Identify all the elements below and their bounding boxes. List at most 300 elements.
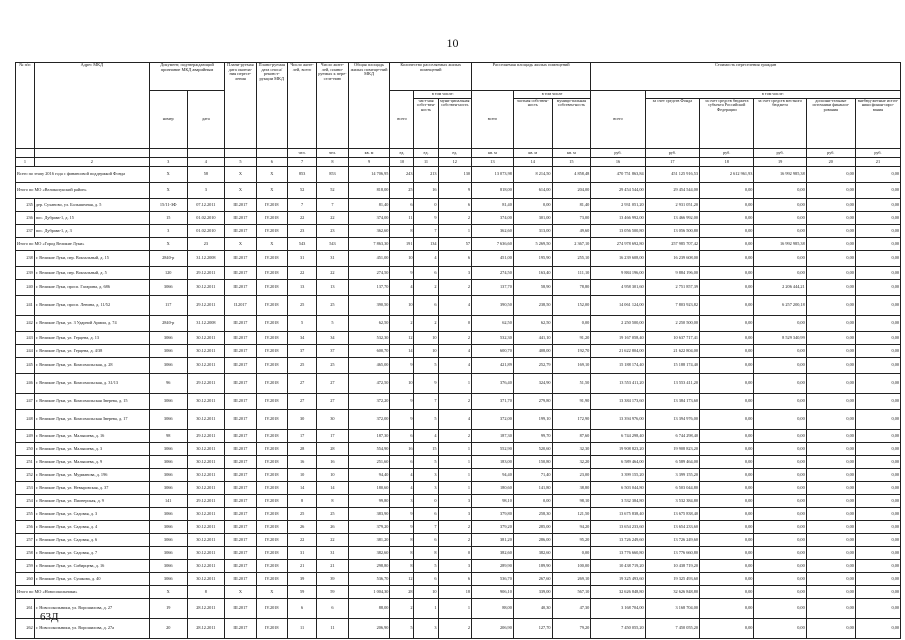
table-cell: 11	[390, 212, 414, 225]
table-cell: 3	[438, 495, 472, 508]
table-cell: 137,70	[472, 280, 514, 296]
table-cell: IV.2018	[256, 430, 287, 443]
table-cell: 8	[287, 495, 316, 508]
column-number-cell: 14	[513, 158, 552, 167]
table-cell: 0,00	[754, 482, 806, 495]
table-cell: 16 239 608,00	[645, 251, 699, 267]
table-cell: III.2017	[225, 410, 256, 430]
table-cell: 0,00	[700, 573, 754, 586]
header-cell: дополни-тельные источники финанси-рования	[806, 99, 855, 149]
table-cell: 374,00	[472, 212, 514, 225]
table-cell: 0,00	[754, 212, 806, 225]
table-cell: 1 004,30	[348, 586, 390, 599]
table-row	[16, 573, 901, 586]
table-cell: 0,00	[754, 534, 806, 547]
table-cell: 0,00	[806, 358, 855, 374]
header-cell: Адрес МКД	[34, 63, 149, 149]
table-row	[16, 199, 901, 212]
table-cell: 13 776 660,80	[591, 547, 645, 560]
table-cell: 0,00	[806, 332, 855, 345]
header-cell: Расселяемая площадь жилых помещений	[472, 63, 591, 91]
table-cell: 32 626 848,80	[591, 586, 645, 599]
header-cell: всего	[472, 91, 514, 149]
column-number-cell: 16	[591, 158, 645, 167]
row-number-cell: 238	[16, 251, 35, 267]
table-cell: 6	[438, 251, 472, 267]
table-cell: 0,00	[806, 521, 855, 534]
table-cell: 01.02.2010	[187, 212, 225, 225]
table-cell: 28	[317, 443, 348, 456]
table-cell: 6	[317, 599, 348, 619]
table-cell: 0,00	[700, 469, 754, 482]
header-cell: всего	[591, 91, 645, 149]
table-cell: 853	[317, 167, 348, 183]
table-cell: 22	[317, 534, 348, 547]
table-cell: 4	[438, 345, 472, 358]
table-cell: 206,90	[472, 619, 514, 639]
table-cell: 3	[438, 560, 472, 573]
table-cell: 73,00	[552, 212, 591, 225]
table-cell: 30	[317, 410, 348, 430]
address-cell: г. Великие Луки, ул. Садовая, д. 3	[34, 508, 149, 521]
table-cell: 451 125 916,53	[645, 167, 699, 183]
table-cell: 2	[438, 332, 472, 345]
table-cell: 536,70	[472, 573, 514, 586]
row-number-cell: 236	[16, 212, 35, 225]
table-cell: 25	[317, 508, 348, 521]
table-cell: 6 503 044,80	[591, 482, 645, 495]
table-cell: 379,20	[472, 521, 514, 534]
table-cell: 29 454 544,00	[645, 183, 699, 199]
table-cell: 30.12.2011	[187, 482, 225, 495]
table-cell: 451,00	[472, 251, 514, 267]
table-cell: 2	[438, 521, 472, 534]
table-cell: III.2017	[225, 199, 256, 212]
table-cell: 13 466 992,00	[591, 212, 645, 225]
table-row	[16, 296, 901, 316]
table-cell: 0,00	[855, 374, 900, 394]
table-cell: 470 751 863,84	[591, 167, 645, 183]
row-number-cell: 259	[16, 560, 35, 573]
table-cell: 141	[149, 495, 187, 508]
table-cell: 187,30	[348, 430, 390, 443]
row-number-cell: 255	[16, 508, 35, 521]
column-number-row	[16, 158, 901, 167]
table-cell: 3	[414, 469, 438, 482]
table-cell: 30.12.2011	[187, 456, 225, 469]
table-cell: III.2017	[225, 358, 256, 374]
table-cell: 3066	[149, 521, 187, 534]
table-cell: 286,00	[513, 534, 552, 547]
table-cell: 13 726 249,60	[591, 534, 645, 547]
table-cell: 12	[390, 332, 414, 345]
table-cell: 127,70	[513, 619, 552, 639]
table-cell: 8	[390, 560, 414, 573]
table-cell: 2	[390, 316, 414, 332]
table-cell: 28	[390, 586, 414, 599]
table-cell: 100,00	[552, 560, 591, 573]
table-cell: 21	[287, 560, 316, 573]
table-cell: 257 985 707,42	[645, 238, 699, 251]
column-number-cell: 4	[187, 158, 225, 167]
subtotal-row	[16, 586, 901, 599]
address-cell: г. Новосокольники, ул. Ворошилова, д. 27а	[34, 619, 149, 639]
table-cell: 26	[287, 521, 316, 534]
row-number-cell: 244	[16, 345, 35, 358]
table-row	[16, 280, 901, 296]
row-number-cell: 246	[16, 374, 35, 394]
table-cell: 0,00	[806, 599, 855, 619]
table-cell: 6	[390, 199, 414, 212]
table-cell: 0,00	[806, 508, 855, 521]
table-row	[16, 534, 901, 547]
table-cell: 9	[390, 394, 414, 410]
table-cell: X	[225, 586, 256, 599]
column-number-cell: 1	[16, 158, 35, 167]
table-cell: 28.12.2011	[187, 599, 225, 619]
table-cell: 0,00	[552, 316, 591, 332]
table-cell: IV.2018	[256, 482, 287, 495]
table-cell: 0,00	[806, 573, 855, 586]
table-cell: 6	[414, 267, 438, 280]
table-cell: 536,70	[348, 573, 390, 586]
table-cell: 6	[287, 599, 316, 619]
address-cell: г. Великие Луки, ул. Герцена, д. 13	[34, 332, 149, 345]
table-cell: 252,79	[513, 358, 552, 374]
table-cell: 243	[390, 167, 414, 183]
table-cell: 3 168 704,00	[645, 599, 699, 619]
table-cell: 30.12.2011	[187, 358, 225, 374]
table-row	[16, 332, 901, 345]
table-row	[16, 358, 901, 374]
table-cell: 379,80	[472, 508, 514, 521]
address-cell: г. Великие Луки, ул. Пионерская, д. 9	[34, 495, 149, 508]
table-cell: 0	[414, 199, 438, 212]
unit-cell: кв. м	[552, 149, 591, 158]
address-cell: пос. Дубрава-1, д. 15	[34, 212, 149, 225]
table-cell: 10	[390, 374, 414, 394]
table-cell: 267,60	[513, 573, 552, 586]
table-cell: 13 776 660,80	[645, 547, 699, 560]
column-number-cell: 20	[806, 158, 855, 167]
table-cell: 0,00	[700, 619, 754, 639]
table-cell: 13 394 976,00	[591, 410, 645, 430]
column-number-cell: 19	[754, 158, 806, 167]
table-cell: 169,10	[552, 358, 591, 374]
table-cell: 614,00	[513, 183, 552, 199]
table-cell: 0,00	[806, 280, 855, 296]
table-cell: 2840-р	[149, 251, 187, 267]
table-cell: 94,40	[348, 469, 390, 482]
table-cell: 3066	[149, 482, 187, 495]
header-cell: Стоимость переселения граждан	[591, 63, 901, 91]
table-cell: 31	[287, 547, 316, 560]
table-cell: 96	[149, 374, 187, 394]
column-number-cell: 13	[472, 158, 514, 167]
table-cell: 3066	[149, 410, 187, 430]
table-cell: 30.12.2011	[187, 573, 225, 586]
table-cell: 13 654 233,60	[591, 521, 645, 534]
table-cell: 5	[317, 316, 348, 332]
table-cell: 0,00	[855, 358, 900, 374]
table-cell: IV.2018	[256, 599, 287, 619]
table-cell: 3066	[149, 358, 187, 374]
table-cell: 38,80	[552, 482, 591, 495]
table-cell: 13 553 411,20	[645, 374, 699, 394]
table-cell: 0,00	[700, 410, 754, 430]
table-cell: 255,10	[552, 251, 591, 267]
table-cell: 0,00	[806, 469, 855, 482]
table-cell: 906,10	[472, 586, 514, 599]
table-cell: 0,00	[700, 495, 754, 508]
table-cell: 14	[390, 345, 414, 358]
table-cell: 52	[287, 183, 316, 199]
table-cell: 2 751 857,39	[645, 280, 699, 296]
table-cell: 6 257 200,18	[754, 296, 806, 316]
table-cell: 376,40	[472, 374, 514, 394]
table-cell: 27	[287, 394, 316, 410]
table-cell: 279,80	[513, 394, 552, 410]
column-number-cell: 2	[34, 158, 149, 167]
table-cell: 23	[317, 225, 348, 238]
header-cell: частная собствен-ность	[513, 99, 552, 149]
header-cell: част-ная собст-вен-ность	[414, 99, 438, 149]
row-number-cell: 243	[16, 332, 35, 345]
table-cell: III.2017	[225, 534, 256, 547]
table-cell: 0,00	[806, 251, 855, 267]
table-cell: 14 706,95	[348, 167, 390, 183]
table-cell: 16 992 985,38	[754, 167, 806, 183]
table-cell: 23	[187, 238, 225, 251]
table-cell: 0,00	[855, 443, 900, 456]
table-cell: 22	[317, 212, 348, 225]
table-cell: 78,80	[552, 280, 591, 296]
table-cell: 6	[414, 573, 438, 586]
table-cell: 0,00	[700, 443, 754, 456]
table-cell: 7 450 055,20	[645, 619, 699, 639]
table-cell: 2 250 500,00	[591, 316, 645, 332]
table-cell: 99,70	[513, 430, 552, 443]
column-number-cell: 9	[348, 158, 390, 167]
table-row	[16, 394, 901, 410]
table-cell: 94,40	[472, 469, 514, 482]
table-cell: 0,00	[700, 547, 754, 560]
header-cell: Плани-руемая дата сноса/ реконст-рукции МКД	[256, 63, 287, 149]
table-cell: III.2017	[225, 560, 256, 573]
table-cell: 0,00	[700, 212, 754, 225]
table-cell: III.2017	[225, 267, 256, 280]
table-cell: 9	[438, 183, 472, 199]
table-cell: 0,00	[806, 443, 855, 456]
table-body	[16, 63, 901, 639]
table-cell: 26	[317, 521, 348, 534]
header-row	[16, 63, 901, 91]
table-cell: 0,00	[754, 521, 806, 534]
table-cell: IV.2018	[256, 267, 287, 280]
table-cell: 30.12.2011	[187, 345, 225, 358]
table-cell: III.2017	[225, 521, 256, 534]
table-row	[16, 508, 901, 521]
column-number-cell: 15	[552, 158, 591, 167]
table-row	[16, 316, 901, 332]
table-cell: III.2017	[225, 573, 256, 586]
table-cell: IV.2018	[256, 212, 287, 225]
table-cell: 289,90	[472, 560, 514, 573]
table-cell: 0,00	[806, 560, 855, 573]
header-cell: за счет средств местного бюджета	[754, 99, 806, 149]
table-cell: 117	[149, 296, 187, 316]
table-cell: 0,00	[513, 199, 552, 212]
table-cell: 6	[438, 573, 472, 586]
table-cell: 7	[414, 521, 438, 534]
table-cell: IV.2018	[256, 374, 287, 394]
table-cell: 0,00	[855, 267, 900, 280]
table-cell: 0,00	[855, 456, 900, 469]
table-cell: 10	[390, 251, 414, 267]
table-cell: 0,00	[700, 280, 754, 296]
unit-cell: ед.	[438, 149, 472, 158]
table-cell: 0,00	[855, 482, 900, 495]
address-cell: г. Великие Луки, ул. Садовая, д. 6	[34, 534, 149, 547]
table-row	[16, 469, 901, 482]
table-cell: 9	[390, 358, 414, 374]
table-cell: 6 744 298,40	[591, 430, 645, 443]
table-cell: 13 675 838,40	[645, 508, 699, 521]
table-cell: 0,00	[806, 394, 855, 410]
table-cell: 0,00	[754, 267, 806, 280]
table-cell: 0,00	[700, 599, 754, 619]
table-cell: 362,60	[472, 225, 514, 238]
table-cell: 3066	[149, 456, 187, 469]
table-cell: X	[149, 183, 187, 199]
table-cell: 7	[317, 199, 348, 212]
header-cell: Плани-руемая дата оконча-ния пересе-ления	[225, 63, 256, 149]
table-cell: 2	[438, 394, 472, 410]
table-cell: IV.2018	[256, 443, 287, 456]
unit-cell: руб.	[591, 149, 645, 158]
address-cell: г. Великие Луки, ул. Герцена, д. 4/38	[34, 345, 149, 358]
table-cell: 98,10	[552, 495, 591, 508]
table-cell: 2	[438, 619, 472, 639]
table-cell: 71,40	[513, 469, 552, 482]
table-cell: 451,00	[348, 251, 390, 267]
table-cell: 27	[287, 374, 316, 394]
table-cell: 6	[390, 430, 414, 443]
address-cell: г. Великие Луки, ул. Комсомольская Зверева, д. 15	[34, 394, 149, 410]
table-cell: 62,50	[472, 316, 514, 332]
table-cell: 34	[317, 332, 348, 345]
header-cell: муници-пальная собствен-ность	[552, 99, 591, 149]
address-cell: г. Великие Луки, ул. Комсомольская, д. 31/13	[34, 374, 149, 394]
row-number-cell: 253	[16, 482, 35, 495]
column-number-cell: 21	[855, 158, 900, 167]
table-cell: 25	[317, 358, 348, 374]
table-cell: 1	[438, 469, 472, 482]
table-cell: 2 206 444,21	[754, 280, 806, 296]
table-cell: 554,90	[348, 443, 390, 456]
table-cell: 10	[414, 332, 438, 345]
table-cell: 30.12.2011	[187, 560, 225, 573]
table-cell: 3 532 384,80	[645, 495, 699, 508]
table-cell: 10	[414, 586, 438, 599]
table-cell: 472,50	[348, 374, 390, 394]
table-cell: 29.12.2011	[187, 267, 225, 280]
table-cell: 15 188 174,40	[645, 358, 699, 374]
address-cell: г. Великие Луки, ул. Мурманова, д. 196	[34, 469, 149, 482]
table-cell: 16 239 608,00	[591, 251, 645, 267]
table-cell: 10	[287, 469, 316, 482]
table-cell: IV.2018	[256, 332, 287, 345]
table-cell: 0,00	[855, 508, 900, 521]
table-cell: 87,60	[552, 430, 591, 443]
table-cell: 0,00	[855, 225, 900, 238]
table-cell: 94,20	[552, 521, 591, 534]
table-cell: 37	[317, 345, 348, 358]
subtotal-row	[16, 183, 901, 199]
table-cell: 4 858,48	[552, 167, 591, 183]
table-cell: 520,60	[513, 443, 552, 456]
table-cell: 301,00	[513, 212, 552, 225]
column-number-cell: 3	[149, 158, 187, 167]
table-cell: 137,70	[348, 280, 390, 296]
table-cell: II.2017	[225, 296, 256, 316]
table-cell: 8	[390, 547, 414, 560]
table-cell: 6	[390, 456, 414, 469]
table-cell: 7	[414, 225, 438, 238]
table-cell: 3	[187, 183, 225, 199]
table-cell: 204,00	[552, 183, 591, 199]
row-number-cell: 256	[16, 521, 35, 534]
table-cell: 6	[438, 199, 472, 212]
address-cell: г. Великие Луки, ул. Сушкова, д. 40	[34, 573, 149, 586]
table-cell: 3066	[149, 345, 187, 358]
table-cell: 2 931 051,20	[591, 199, 645, 212]
table-cell: 0,00	[700, 251, 754, 267]
table-row	[16, 495, 901, 508]
table-cell: 8	[390, 534, 414, 547]
table-cell: 441,10	[513, 332, 552, 345]
table-cell: 0,00	[700, 267, 754, 280]
table-cell: 0,00	[806, 374, 855, 394]
table-cell: 339,00	[513, 586, 552, 599]
table-cell: 120	[149, 267, 187, 280]
table-cell: 30.12.2011	[187, 332, 225, 345]
row-number-cell: 254	[16, 495, 35, 508]
table-cell: 0,00	[855, 332, 900, 345]
table-cell: 31	[317, 547, 348, 560]
table-cell: 111,10	[552, 267, 591, 280]
table-cell: IV.2018	[256, 547, 287, 560]
table-cell: 2 250 500,00	[645, 316, 699, 332]
table-cell: III.2017	[225, 469, 256, 482]
unit-cell	[225, 149, 256, 158]
table-row	[16, 225, 901, 238]
table-cell: 600,70	[348, 345, 390, 358]
table-cell: 21 622 804,00	[645, 345, 699, 358]
table-cell: 17	[317, 430, 348, 443]
table-cell: 5 269,50	[513, 238, 552, 251]
table-cell: 0,00	[700, 456, 754, 469]
table-cell: 0,00	[855, 199, 900, 212]
table-cell: 32,30	[552, 443, 591, 456]
header-cell: всего	[390, 91, 414, 149]
row-number-cell: 258	[16, 547, 35, 560]
table-cell: X	[256, 183, 287, 199]
table-cell: 3066	[149, 469, 187, 482]
table-cell: 4	[438, 410, 472, 430]
table-cell: 39	[317, 573, 348, 586]
table-cell: 0,00	[855, 183, 900, 199]
